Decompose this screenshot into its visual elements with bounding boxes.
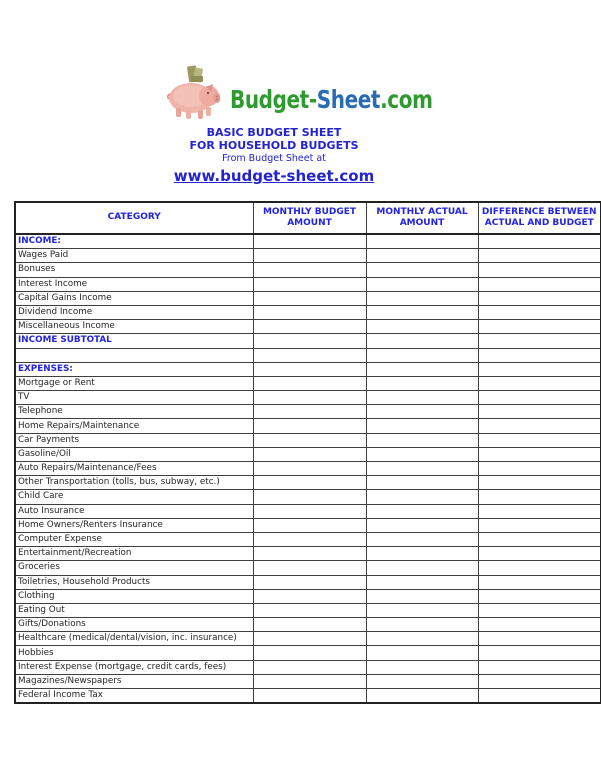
table-row — [15, 234, 601, 249]
table-row — [15, 249, 601, 263]
difference-cell — [478, 660, 601, 674]
budget-amount-cell — [253, 277, 366, 291]
category-cell: Bonuses — [15, 263, 253, 277]
budget-amount-cell — [253, 504, 366, 518]
actual-amount-cell — [366, 405, 478, 419]
actual-amount-cell — [366, 689, 478, 704]
difference-cell — [478, 561, 601, 575]
table-row — [15, 532, 601, 546]
budget-amount-cell — [253, 462, 366, 476]
table-row — [15, 305, 601, 319]
budget-amount-cell — [253, 391, 366, 405]
budget-amount-cell — [253, 305, 366, 319]
budget-amount-cell — [253, 561, 366, 575]
actual-amount-cell — [366, 674, 478, 688]
budget-amount-cell — [253, 490, 366, 504]
heading-block — [0, 126, 548, 185]
category-cell: Car Payments — [15, 433, 253, 447]
category-cell: Healthcare (medical/dental/vision, inc. insurance) — [15, 632, 253, 646]
table-row — [15, 476, 601, 490]
category-cell: Mortgage or Rent — [15, 376, 253, 390]
difference-cell — [478, 476, 601, 490]
difference-cell — [478, 589, 601, 603]
actual-amount-cell — [366, 376, 478, 390]
actual-amount-cell — [366, 476, 478, 490]
budget-amount-cell — [253, 646, 366, 660]
budget-amount-cell — [253, 660, 366, 674]
difference-cell — [478, 277, 601, 291]
difference-cell — [478, 462, 601, 476]
difference-cell — [478, 305, 601, 319]
budget-amount-cell — [253, 362, 366, 376]
difference-cell — [478, 234, 601, 249]
table-row — [15, 391, 601, 405]
logo-text-sheet: Sheet — [316, 84, 381, 114]
category-cell: Interest Expense (mortgage, credit cards, fees) — [15, 660, 253, 674]
budget-amount-cell — [253, 376, 366, 390]
table-row — [15, 362, 601, 376]
actual-amount-cell — [366, 632, 478, 646]
difference-cell — [478, 320, 601, 334]
category-cell: Home Owners/Renters Insurance — [15, 518, 253, 532]
logo-text-com: .com — [380, 84, 433, 114]
budget-amount-cell — [253, 532, 366, 546]
table-row — [15, 646, 601, 660]
budget-amount-cell — [253, 689, 366, 704]
category-cell: Miscellaneous Income — [15, 320, 253, 334]
table-row — [15, 263, 601, 277]
actual-amount-cell — [366, 504, 478, 518]
difference-cell — [478, 575, 601, 589]
category-cell: Wages Paid — [15, 249, 253, 263]
budget-amount-cell — [253, 320, 366, 334]
actual-amount-cell — [366, 561, 478, 575]
category-cell: TV — [15, 391, 253, 405]
actual-amount-cell — [366, 305, 478, 319]
logo — [166, 64, 483, 124]
difference-cell — [478, 674, 601, 688]
budget-amount-cell — [253, 263, 366, 277]
actual-amount-cell — [366, 419, 478, 433]
table-row — [15, 490, 601, 504]
difference-cell — [478, 447, 601, 461]
budget-amount-cell — [253, 632, 366, 646]
category-cell: Federal Income Tax — [15, 689, 253, 704]
actual-amount-cell — [366, 334, 478, 348]
category-cell: Child Care — [15, 490, 253, 504]
table-row — [15, 603, 601, 617]
difference-cell — [478, 632, 601, 646]
category-cell: EXPENSES: — [15, 362, 253, 376]
budget-amount-cell — [253, 334, 366, 348]
table-row — [15, 589, 601, 603]
actual-amount-cell — [366, 348, 478, 362]
table-row — [15, 561, 601, 575]
website-link[interactable]: www.budget-sheet.com — [173, 167, 375, 185]
difference-cell — [478, 376, 601, 390]
difference-cell — [478, 504, 601, 518]
difference-cell — [478, 391, 601, 405]
budget-amount-cell — [253, 518, 366, 532]
category-cell: Auto Repairs/Maintenance/Fees — [15, 462, 253, 476]
budget-amount-cell — [253, 291, 366, 305]
budget-amount-cell — [253, 547, 366, 561]
logo-text-budget: Budget- — [230, 84, 317, 114]
budget-table-body — [15, 234, 601, 703]
actual-amount-cell — [366, 532, 478, 546]
page-subtitle: From Budget Sheet at — [222, 153, 326, 164]
category-cell: Hobbies — [15, 646, 253, 660]
table-row — [15, 320, 601, 334]
budget-amount-cell — [253, 603, 366, 617]
difference-cell — [478, 490, 601, 504]
table-row — [15, 674, 601, 688]
actual-amount-cell — [366, 490, 478, 504]
table-row — [15, 660, 601, 674]
table-row — [15, 419, 601, 433]
category-cell: Toiletries, Household Products — [15, 575, 253, 589]
table-row — [15, 334, 601, 348]
table-row — [15, 277, 601, 291]
difference-cell — [478, 291, 601, 305]
difference-cell — [478, 405, 601, 419]
table-row — [15, 632, 601, 646]
actual-amount-cell — [366, 646, 478, 660]
actual-amount-cell — [366, 547, 478, 561]
budget-amount-cell — [253, 476, 366, 490]
difference-cell — [478, 362, 601, 376]
table-row — [15, 433, 601, 447]
column-header-monthly-budget: MONTHLY BUDGET AMOUNT — [253, 202, 366, 234]
difference-cell — [478, 348, 601, 362]
logo-text — [230, 85, 433, 114]
page-title-line2: FOR HOUSEHOLD BUDGETS — [189, 139, 359, 152]
actual-amount-cell — [366, 277, 478, 291]
difference-cell — [478, 518, 601, 532]
budget-amount-cell — [253, 433, 366, 447]
column-header-category: CATEGORY — [15, 202, 253, 234]
budget-table — [14, 201, 601, 704]
budget-amount-cell — [253, 589, 366, 603]
category-cell: Interest Income — [15, 277, 253, 291]
category-cell: Computer Expense — [15, 532, 253, 546]
actual-amount-cell — [366, 447, 478, 461]
category-cell: Clothing — [15, 589, 253, 603]
difference-cell — [478, 646, 601, 660]
actual-amount-cell — [366, 589, 478, 603]
difference-cell — [478, 263, 601, 277]
category-cell: Home Repairs/Maintenance — [15, 419, 253, 433]
dollar-bill — [187, 65, 203, 82]
category-cell: INCOME: — [15, 234, 253, 249]
budget-amount-cell — [253, 618, 366, 632]
table-row — [15, 348, 601, 362]
actual-amount-cell — [366, 234, 478, 249]
table-row — [15, 405, 601, 419]
budget-amount-cell — [253, 249, 366, 263]
category-cell: Entertainment/Recreation — [15, 547, 253, 561]
difference-cell — [478, 249, 601, 263]
category-cell: Groceries — [15, 561, 253, 575]
actual-amount-cell — [366, 462, 478, 476]
table-row — [15, 575, 601, 589]
difference-cell — [478, 419, 601, 433]
category-cell: Other Transportation (tolls, bus, subway, etc.) — [15, 476, 253, 490]
difference-cell — [478, 618, 601, 632]
category-cell: Dividend Income — [15, 305, 253, 319]
category-cell: Capital Gains Income — [15, 291, 253, 305]
difference-cell — [478, 532, 601, 546]
actual-amount-cell — [366, 249, 478, 263]
table-header-row — [15, 202, 601, 234]
category-cell: Gifts/Donations — [15, 618, 253, 632]
actual-amount-cell — [366, 391, 478, 405]
category-cell: Auto Insurance — [15, 504, 253, 518]
actual-amount-cell — [366, 603, 478, 617]
difference-cell — [478, 603, 601, 617]
actual-amount-cell — [366, 660, 478, 674]
actual-amount-cell — [366, 320, 478, 334]
actual-amount-cell — [366, 263, 478, 277]
table-row — [15, 376, 601, 390]
budget-amount-cell — [253, 674, 366, 688]
difference-cell — [478, 689, 601, 704]
table-row — [15, 689, 601, 704]
actual-amount-cell — [366, 575, 478, 589]
category-cell — [15, 348, 253, 362]
actual-amount-cell — [366, 433, 478, 447]
table-row — [15, 462, 601, 476]
page-title-line1: BASIC BUDGET SHEET — [206, 126, 342, 139]
table-row — [15, 291, 601, 305]
table-row — [15, 547, 601, 561]
difference-cell — [478, 547, 601, 561]
actual-amount-cell — [366, 618, 478, 632]
budget-amount-cell — [253, 348, 366, 362]
table-row — [15, 618, 601, 632]
column-header-difference: DIFFERENCE BETWEEN ACTUAL AND BUDGET — [478, 202, 601, 234]
table-row — [15, 504, 601, 518]
difference-cell — [478, 334, 601, 348]
actual-amount-cell — [366, 518, 478, 532]
category-cell: Magazines/Newspapers — [15, 674, 253, 688]
category-cell: Eating Out — [15, 603, 253, 617]
table-row — [15, 518, 601, 532]
difference-cell — [478, 433, 601, 447]
budget-amount-cell — [253, 419, 366, 433]
actual-amount-cell — [366, 291, 478, 305]
table-row — [15, 447, 601, 461]
column-header-monthly-actual: MONTHLY ACTUAL AMOUNT — [366, 202, 478, 234]
budget-amount-cell — [253, 405, 366, 419]
budget-amount-cell — [253, 575, 366, 589]
actual-amount-cell — [366, 362, 478, 376]
category-cell: INCOME SUBTOTAL — [15, 334, 253, 348]
budget-amount-cell — [253, 234, 366, 249]
budget-amount-cell — [253, 447, 366, 461]
category-cell: Telephone — [15, 405, 253, 419]
piggy-bank-icon — [166, 64, 220, 124]
category-cell: Gasoline/Oil — [15, 447, 253, 461]
